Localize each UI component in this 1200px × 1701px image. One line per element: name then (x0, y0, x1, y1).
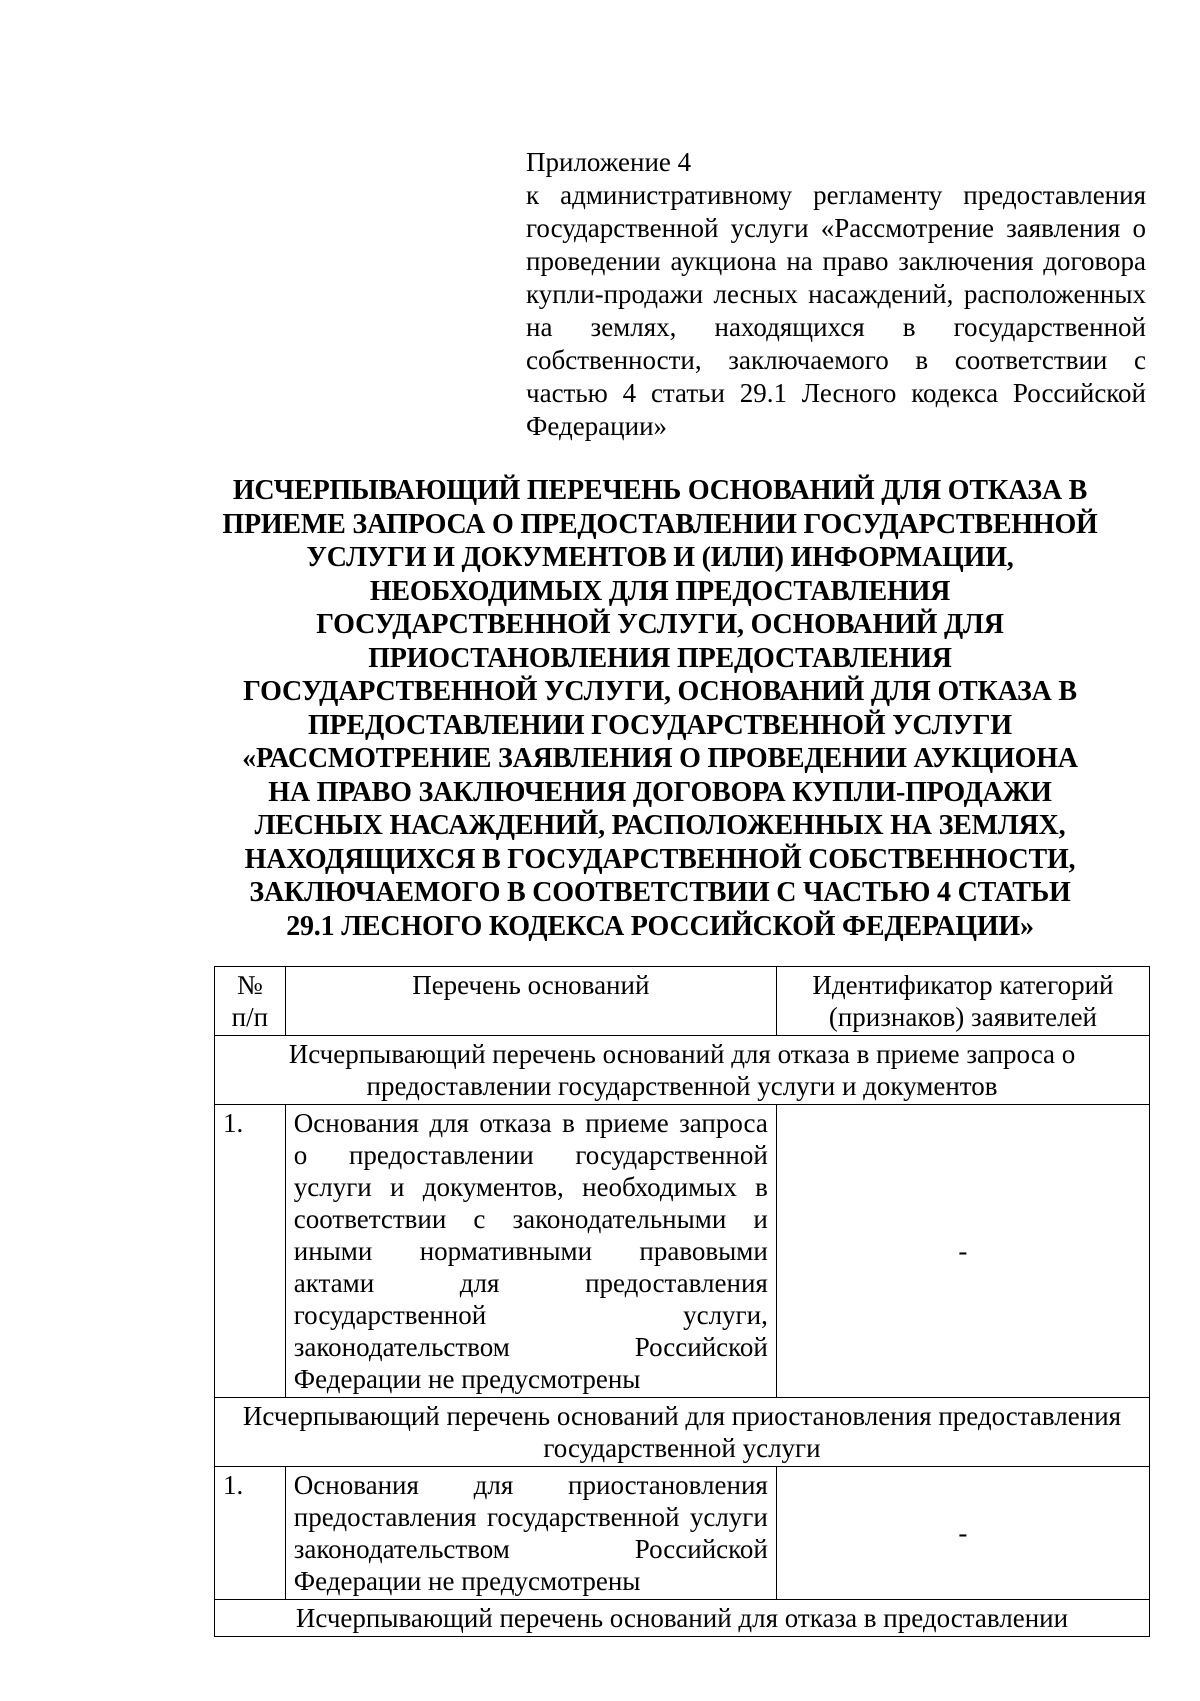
heading-line: ЗАКЛЮЧАЕМОГО В СООТВЕТСТВИИ С ЧАСТЬЮ 4 СТАТЬИ (249, 877, 1071, 908)
heading-line: ГОСУДАРСТВЕННОЙ УСЛУГИ, ОСНОВАНИЙ ДЛЯ (316, 609, 1004, 640)
header-number (215, 967, 286, 1036)
heading-line: НА ПРАВО ЗАКЛЮЧЕНИЯ ДОГОВОРА КУПЛИ-ПРОДАЖИ (268, 776, 1052, 808)
section-row (215, 1398, 1150, 1467)
heading-line: «РАССМОТРЕНИЕ ЗАЯВЛЕНИЯ О ПРОВЕДЕНИИ АУКЦИОНА (242, 743, 1078, 774)
appendix-block (526, 146, 1146, 443)
header-number-abbr: п/п (231, 1002, 269, 1032)
document-heading (190, 474, 1130, 943)
heading-line: НАХОДЯЩИХСЯ В ГОСУДАРСТВЕННОЙ СОБСТВЕННОСТИ, (244, 843, 1076, 875)
heading-line: ПРИОСТАНОВЛЕНИЯ ПРЕДОСТАВЛЕНИЯ (368, 642, 952, 674)
heading-line: НЕОБХОДИМЫХ ДЛЯ ПРЕДОСТАВЛЕНИЯ (369, 575, 951, 607)
section-title: Исчерпывающий перечень оснований для отказа в предоставлении (215, 1600, 1150, 1637)
table-row (215, 1467, 1150, 1600)
row-identifier: - (776, 1467, 1149, 1600)
appendix-title: Приложение 4 (526, 147, 692, 177)
row-text: Основания для отказа в приеме запроса о предоставлении государственной услуги и документов, необходимых в соответствии с законодательными и иными нормативными правовыми актами для предоставления государственной услуги, законодательством Российской Федерации не предусмотрены (285, 1105, 776, 1398)
table-header-row (215, 967, 1150, 1036)
heading-line: 29.1 ЛЕСНОГО КОДЕКСА РОССИЙСКОЙ ФЕДЕРАЦИИ» (286, 910, 1034, 942)
row-identifier: - (776, 1105, 1149, 1398)
section-title: Исчерпывающий перечень оснований для отказа в приеме запроса о предоставлении государственной услуги и документов (215, 1036, 1150, 1105)
heading-line: ПРИЕМЕ ЗАПРОСА О ПРЕДОСТАВЛЕНИИ ГОСУДАРСТВЕННОЙ (222, 508, 1098, 540)
row-text: Основания для приостановления предоставления государственной услуги законодательством Российской Федерации не предусмотрены (285, 1467, 776, 1600)
section-title: Исчерпывающий перечень оснований для приостановления предоставления государственной услуги (215, 1398, 1150, 1467)
header-grounds-list: Перечень оснований (285, 967, 776, 1036)
header-number-symbol: № (237, 970, 263, 1000)
table-row (215, 1105, 1150, 1398)
grounds-table (214, 966, 1150, 1637)
row-number: 1. (215, 1467, 286, 1600)
heading-line: ЛЕСНЫХ НАСАЖДЕНИЙ, РАСПОЛОЖЕННЫХ НА ЗЕМЛЯХ, (254, 810, 1066, 841)
section-row (215, 1036, 1150, 1105)
row-number: 1. (215, 1105, 286, 1398)
heading-line: ГОСУДАРСТВЕННОЙ УСЛУГИ, ОСНОВАНИЙ ДЛЯ ОТКАЗА В (243, 676, 1077, 707)
section-row (215, 1600, 1150, 1637)
header-applicant-identifier: Идентификатор категорий (признаков) заявителей (776, 967, 1149, 1036)
heading-line: УСЛУГИ И ДОКУМЕНТОВ И (ИЛИ) ИНФОРМАЦИИ, (306, 542, 1014, 573)
heading-line: ПРЕДОСТАВЛЕНИИ ГОСУДАРСТВЕННОЙ УСЛУГИ (308, 709, 1012, 741)
appendix-text: к административному регламенту предоставления государственной услуги «Рассмотрение заявления о проведении аукциона на право заключения договора купли-продажи лесных насаждений, расположенных на землях, находящихся в государственной собственности, заключаемого в соответствии с частью 4 статьи 29.1 Лесного кодекса Российской Федерации» (526, 180, 1146, 441)
heading-line: ИСЧЕРПЫВАЮЩИЙ ПЕРЕЧЕНЬ ОСНОВАНИЙ ДЛЯ ОТКАЗА В (232, 475, 1088, 506)
